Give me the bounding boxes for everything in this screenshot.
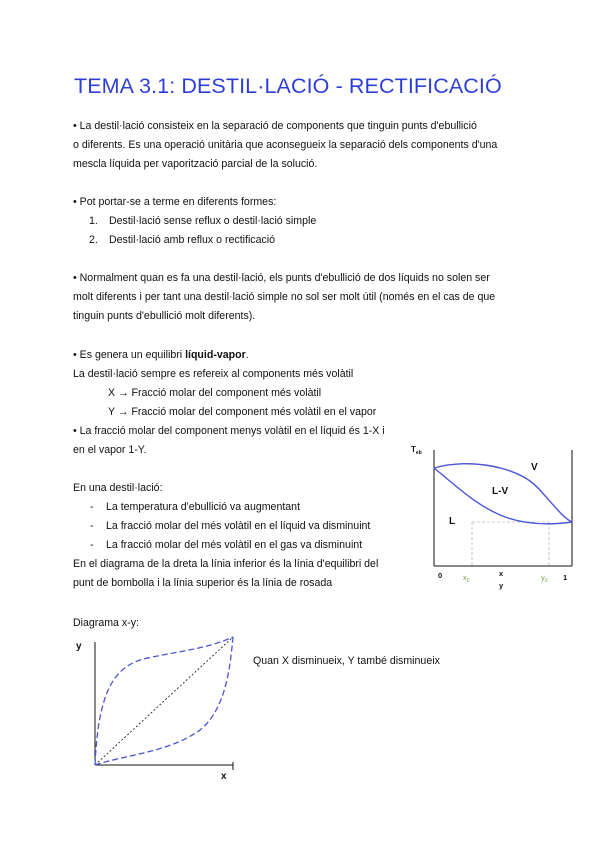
txy-x-label: x — [499, 569, 504, 578]
distillation-item-3: - La fracció molar del més volàtil en el gas va disminuint — [90, 539, 363, 551]
y0-label: $y_0$ — [541, 573, 548, 584]
txy-x-zero-label: 0 — [438, 571, 443, 580]
diagram-explanation-line-2: punt de bombolla i la línia superior és la línia de rosada — [73, 577, 333, 589]
txy-diagram — [408, 438, 580, 594]
distillation-item-text: La temperatura d'ebullició va augmentant — [106, 501, 301, 513]
distillation-item-1: - La temperatura d'ebullició va augmentant — [90, 501, 301, 513]
paragraph-3-line-2: molt diferents i per tant una destil·lació simple no sol ser molt útil (només en el cas de que — [73, 291, 496, 303]
txy-x-one-label: 1 — [563, 573, 568, 582]
distillation-intro: En una destil·lació: — [73, 482, 163, 494]
list-item-text: Destil·lació sense reflux o destil·lació simple — [109, 215, 317, 227]
page-title: TEMA 3.1: DESTIL·LACIÓ - RECTIFICACIÓ — [74, 74, 502, 98]
distillation-item-2: - La fracció molar del més volàtil en el líquid va disminuint — [90, 520, 371, 532]
paragraph-3-line-1: • Normalment quan es fa una destil·lació, els punts d'ebullició de dos líquids no solen ser — [73, 272, 490, 284]
paragraph-1-line-1: • La destil·lació consisteix en la separació de components que tinguin punts d'ebullició — [73, 120, 477, 132]
paragraph-1-line-3: mescla líquida per vaporització parcial de la solució. — [73, 158, 318, 170]
xy-diagram-caption: Diagrama x-y: — [73, 617, 139, 629]
list-item-number: 2. — [89, 234, 98, 246]
y-definition: Y → Fracció molar del component més volàtil en el vapor — [108, 406, 377, 418]
distillation-item-text: La fracció molar del més volàtil en el gas va disminuint — [106, 539, 363, 551]
list-item-number: 1. — [89, 215, 98, 227]
paragraph-1-line-2: o diferents. Es una operació unitària que aconsegueix la separació dels components d'una — [73, 139, 498, 151]
diagram-explanation-line-1: En el diagrama de la dreta la línia inferior és la línia d'equilibri del — [73, 558, 379, 570]
x0-label: $x_0$ — [463, 573, 470, 584]
paragraph-3-line-3: tinguin punts d'ebullició molt diferents). — [73, 310, 256, 322]
x-definition: X → Fracció molar del component més volàtil — [108, 387, 322, 399]
txy-y-label: y — [499, 581, 504, 590]
liquid-vapor-region-label: L-V — [492, 486, 509, 497]
paragraph-4-line-2: La destil·lació sempre es refereix al components més volàtil — [73, 368, 354, 380]
xy-diagram — [70, 630, 245, 785]
xy-diagonal — [95, 637, 233, 765]
xy-x-axis-label: x — [221, 771, 227, 782]
vapor-region-label: V — [531, 462, 538, 473]
txy-y-axis-label: $T_{eb}$ — [411, 445, 422, 456]
list-item-2 — [89, 231, 275, 250]
paragraph-2-intro: • Pot portar-se a terme en diferents formes: — [73, 196, 277, 208]
equilibrium-suffix: . — [245, 349, 249, 361]
less-volatile-line-1: • La fracció molar del component menys volàtil en el líquid és 1-X i — [73, 425, 385, 437]
paragraph-4-line-1 — [73, 346, 249, 365]
liquid-region-label: L — [449, 516, 456, 527]
xy-y-axis-label: y — [76, 641, 82, 652]
equilibrium-bold: líquid-vapor — [185, 349, 246, 361]
list-item-text: Destil·lació amb reflux o rectificació — [109, 234, 276, 246]
less-volatile-line-2: en el vapor 1-Y. — [73, 444, 147, 456]
equilibrium-prefix: • Es genera un equilibri — [73, 349, 186, 361]
distillation-item-text: La fracció molar del més volàtil en el líquid va disminuint — [106, 520, 371, 532]
xy-diagram-note: Quan X disminueix, Y també disminueix — [253, 655, 440, 667]
list-item-1 — [89, 212, 316, 231]
